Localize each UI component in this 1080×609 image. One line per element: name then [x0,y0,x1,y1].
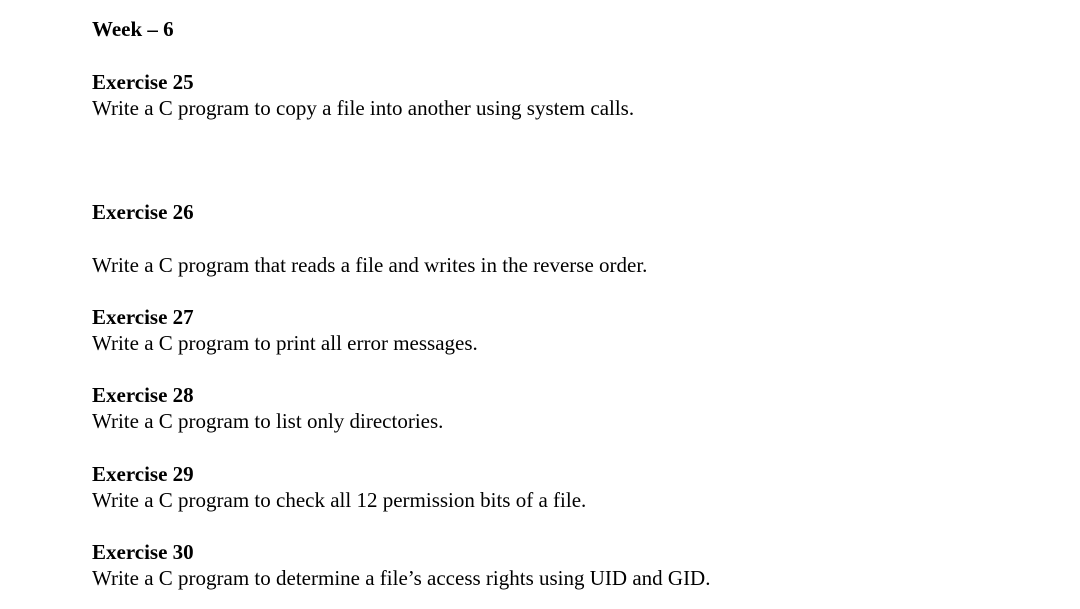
exercise-27-title: Exercise 27 [92,305,194,329]
week-heading: Week – 6 [92,17,174,41]
exercise-25-text: Write a C program to copy a file into another using system calls. [92,96,635,120]
exercise-30-text: Write a C program to determine a file’s access rights using UID and GID. [92,566,711,590]
exercise-26-title: Exercise 26 [92,200,194,224]
exercise-30-title: Exercise 30 [92,540,194,564]
exercise-25-title: Exercise 25 [92,70,194,94]
exercise-29-title: Exercise 29 [92,462,194,486]
exercise-28-title: Exercise 28 [92,383,194,407]
exercise-28-text: Write a C program to list only directories. [92,409,444,433]
exercise-27-text: Write a C program to print all error messages. [92,331,478,355]
exercise-26-text: Write a C program that reads a file and writes in the reverse order. [92,253,648,277]
exercise-29-text: Write a C program to check all 12 permission bits of a file. [92,488,587,512]
